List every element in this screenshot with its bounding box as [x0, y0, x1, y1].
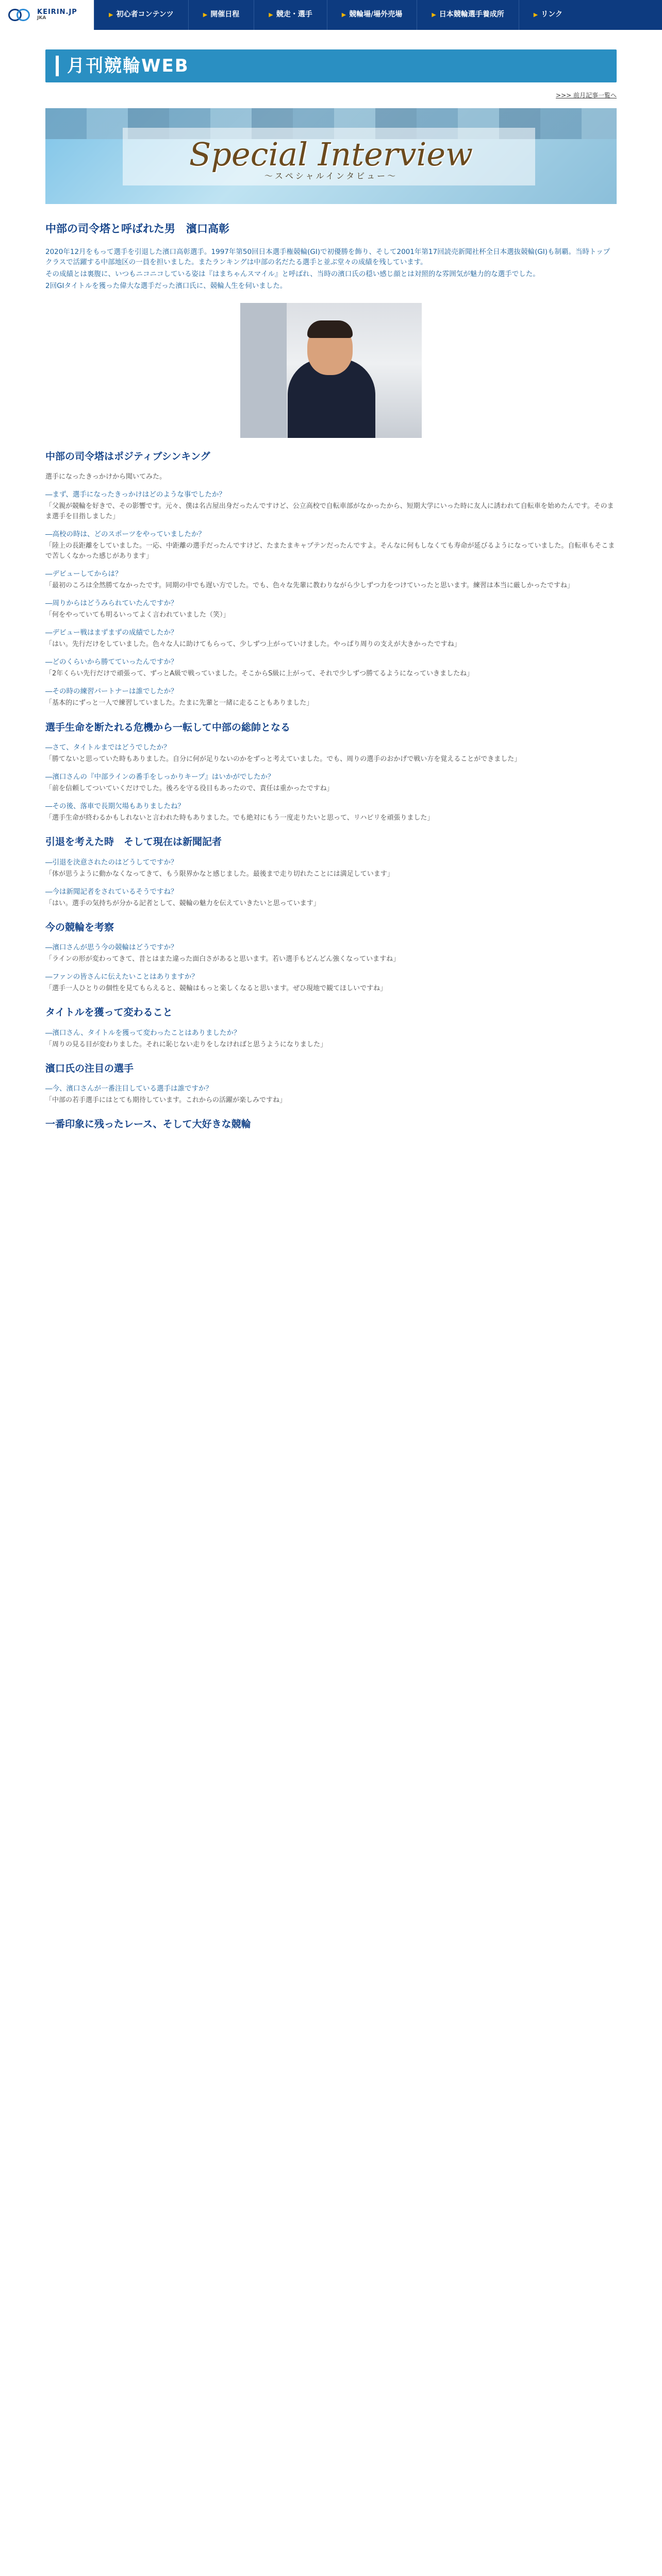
section-title: タイトルを獲って変わること: [45, 1007, 173, 1019]
interview-answer: 「勝てないと思っていた時もありました。自分に何が足りないのかをずっと考えていました。でも、周りの選手のおかげで戦い方を覚えることができました」: [45, 755, 521, 763]
interview-question: ―その時の練習パートナーは誰でしたか？: [45, 687, 178, 696]
section-lead: 選手になったきっかけから聞いてみた。: [45, 472, 167, 481]
banner-title: Special Interview: [189, 135, 473, 173]
interview-question: ―さて、タイトルまではどうでしたか？: [45, 743, 171, 752]
interview-answer: 「基本的にずっと一人で練習していました。たまに先輩と一緒に走ることもありました」: [45, 699, 313, 707]
logo-icon: [8, 8, 32, 22]
arrow-icon: ▶: [533, 11, 538, 19]
section-title: 選手生命を断たれる危機から一転して中部の総帥となる: [45, 721, 291, 733]
interview-answer: 「最初のころは全然勝てなかったです。同期の中でも遅い方でした。でも、色々な先輩に教わりながら少しずつ力をつけていったと思います。練習は本当に厳しかったですね」: [45, 582, 574, 590]
interview-answer: 「前を信頼してついていくだけでした。後ろを守る役目もあったので、責任は重かったですね」: [45, 784, 334, 792]
special-interview-banner: [45, 108, 617, 204]
section-title: 中部の司令塔はポジティブシンキング: [45, 451, 210, 463]
interview-answer: 「ラインの形が変わってきて、昔とはまた違った面白さがあると思います。若い選手もどんどん強くなっていますね」: [45, 955, 400, 963]
interview-question: ―濱口さん、タイトルを獲って変わったことはありましたか？: [45, 1028, 241, 1037]
interview-sections: [45, 449, 617, 1132]
nav-links[interactable]: ▶ リンク: [519, 0, 577, 30]
page-title: 月刊競輪WEB: [67, 55, 189, 76]
arrow-icon: ▶: [203, 11, 208, 19]
arrow-icon: ▶: [109, 11, 113, 19]
main-nav: [94, 0, 577, 30]
banner-subtitle: ～スペシャルインタビュー～: [264, 171, 398, 181]
nav-beginner[interactable]: ▶ 初心者コンテンツ: [94, 0, 188, 30]
top-navigation-bar: [0, 0, 662, 30]
section-title: 今の競輪を考察: [45, 921, 114, 933]
arrow-icon: ▶: [269, 11, 273, 19]
interview-answer: 「選手一人ひとりの個性を見てもらえると、競輪はもっと楽しくなると思います。ぜひ現地で観てほしいですね」: [45, 985, 387, 993]
interview-question: ―周りからはどうみられていたんですか？: [45, 599, 178, 608]
logo-subtext: JKA: [37, 15, 46, 21]
section-title: 一番印象に残ったレース、そして大好きな競輪: [45, 1118, 251, 1130]
interview-question: ―濱口さんの『中部ラインの番手をしっかりキープ』はいかがでしたか？: [45, 773, 275, 782]
interview-answer: 「何をやっていても明るいってよく言われていました（笑）」: [45, 611, 230, 619]
nav-training-school[interactable]: ▶ 日本競輪選手養成所: [417, 0, 518, 30]
interview-question: ―デビュー戦はまずまずの成績でしたか？: [45, 629, 178, 637]
article: [45, 211, 617, 1140]
interview-answer: 「はい。選手の気持ちが分かる記者として、競輪の魅力を伝えていきたいと思っています」: [45, 899, 320, 907]
interview-question: ―高校の時は、どのスポーツをやっていましたか？: [45, 530, 205, 539]
back-link[interactable]: >>> 前月記事一覧へ: [556, 92, 617, 99]
interview-answer: 「陸上の長距離をしていました。一応、中距離の選手だったんですけど、たまたまキャプテンだったんですよ。そんなに何もしなくても寿命が延びるようになっていました。自転車もそこまで苦しくなかった感じがあります」: [45, 541, 615, 561]
interview-answer: 「体が思うように動かなくなってきて、もう限界かなと感じました。最後まで走り切れたことには満足しています」: [45, 870, 394, 878]
section-title: 濱口氏の注目の選手: [45, 1062, 134, 1074]
page-title-bar: [45, 49, 617, 82]
interview-answer: 「選手生命が終わるかもしれないと言われた時もありました。でも絶対にもう一度走りたいと思って、リハビリを頑張りました」: [45, 814, 434, 822]
interview-answer: 「はい。先行だけをしていました。色々な人に助けてもらって、少しずつ上がっていけました。やっぱり周りの支えが大きかったですね」: [45, 640, 461, 649]
interview-question: ―その後、落車で長期欠場もありましたね？: [45, 802, 185, 811]
arrow-icon: ▶: [432, 11, 436, 19]
interview-question: ―まず、選手になったきっかけはどのような事でしたか？: [45, 490, 226, 499]
nav-venues[interactable]: ▶ 競輪場/場外売場: [327, 0, 417, 30]
section-title: 引退を考えた時 そして現在は新聞記者: [45, 836, 222, 848]
title-accent: [56, 56, 59, 76]
article-intro: 2020年12月をもって選手を引退した濱口高彰選手。1997年第50回日本選手権競輪(GI)で初優勝を飾り、そして2001年第17回読売新聞社杯全日本選抜競輪(GI)も制覇。当時トップクラスで活躍する中部地区の一員を担いました。またランキングは中部の名だたる選手と並ぶ堂々の成績を残しています。 その成績とは裏腹に、いつもニコニコしている姿は『はまちゃんスマイル』と呼ばれ、当時の濱口氏の穏い感じ顔とは対照的な雰囲気が魅力的な選手でした。 2回GIタイトルを獲った偉大な選手だった濱口氏に、競輪人生を伺いました。: [45, 247, 610, 291]
nav-races-riders[interactable]: ▶ 競走・選手: [254, 0, 326, 30]
interview-question: ―デビューしてからは？: [45, 570, 122, 579]
interview-question: ―引退を決意されたのはどうしてですか？: [45, 858, 178, 867]
interview-answer: 「父親が競輪を好きで、その影響です。元々、僕は名古屋出身だったんですけど、公立高校で自転車部がなかったから、短期大学にいった時に友人に誘われて自転車を始めたんです。そのまま選手を目指しました」: [45, 502, 614, 520]
logo-text: KEIRIN.JP: [37, 8, 77, 16]
interview-question: ―どのくらいから勝てていったんですか？: [45, 658, 178, 667]
interviewee-photo: [240, 303, 422, 438]
interview-answer: 「2年くらい先行だけで頑張って、ずっとA級で戦っていました。そこからS級に上がって、それで少しずつ勝てるようになっていきましたね」: [45, 670, 474, 678]
interview-answer: 「周りの見る目が変わりました。それに恥じない走りをしなければと思うようになりました」: [45, 1040, 327, 1048]
site-logo[interactable]: [0, 0, 94, 30]
interview-question: ―今は新聞記者をされているそうですね？: [45, 887, 178, 896]
interview-question: ―ファンの皆さんに伝えたいことはありますか？: [45, 973, 198, 981]
arrow-icon: ▶: [341, 11, 346, 19]
nav-schedule[interactable]: ▶ 開催日程: [188, 0, 254, 30]
interview-question: ―濱口さんが思う今の競輪はどうですか？: [45, 943, 178, 952]
article-headline: 中部の司令塔と呼ばれた男 濱口高彰: [45, 223, 229, 235]
interview-answer: 「中部の若手選手にはとても期待しています。これからの活躍が楽しみですね」: [45, 1096, 286, 1105]
interview-question: ―今、濱口さんが一番注目している選手は誰ですか？: [45, 1084, 212, 1093]
